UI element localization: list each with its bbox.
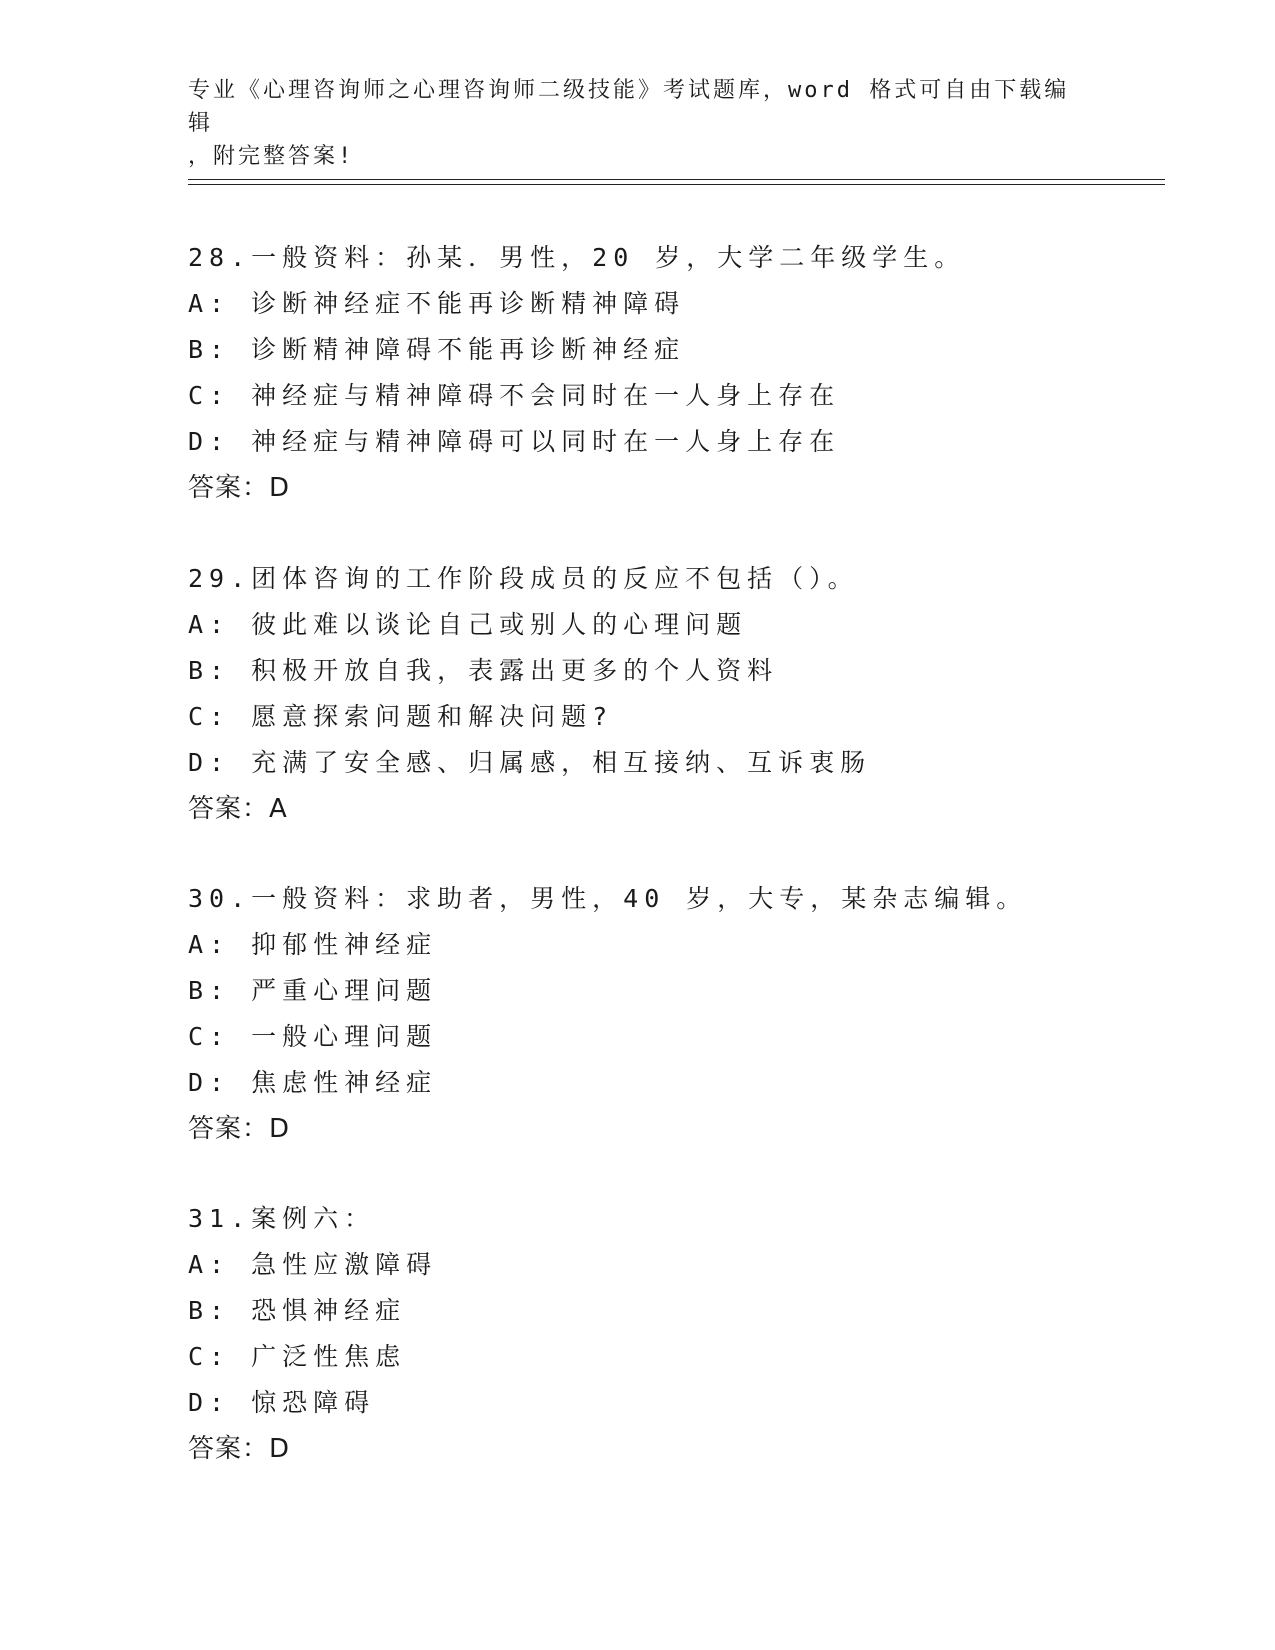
answer-line: 答案：D	[188, 473, 291, 503]
answer-line: 答案：D	[188, 1434, 291, 1464]
document-header	[188, 74, 1088, 173]
option-b: B: 恐惧神经症	[188, 1296, 407, 1325]
option-a: A: 抑郁性神经症	[188, 930, 438, 959]
option-d: D: 焦虑性神经症	[188, 1068, 438, 1097]
question-30	[188, 876, 1168, 1152]
option-b: B: 严重心理问题	[188, 976, 438, 1005]
header-line-2: ，附完整答案!	[188, 144, 355, 169]
question-29	[188, 556, 1168, 832]
option-a: A: 急性应激障碍	[188, 1250, 438, 1279]
option-a: A: 诊断神经症不能再诊断精神障碍	[188, 289, 686, 318]
header-divider-top	[188, 179, 1165, 180]
option-b: B: 诊断精神障碍不能再诊断神经症	[188, 335, 686, 364]
question-28	[188, 235, 1168, 511]
header-divider-bottom	[188, 184, 1165, 185]
question-31	[188, 1196, 1168, 1472]
option-c: C: 愿意探索问题和解决问题?	[188, 702, 614, 731]
answer-line: 答案：A	[188, 794, 288, 824]
option-c: C: 神经症与精神障碍不会同时在一人身上存在	[188, 381, 841, 410]
option-c: C: 一般心理问题	[188, 1022, 438, 1051]
option-b: B: 积极开放自我，表露出更多的个人资料	[188, 656, 779, 685]
question-stem: 29.团体咨询的工作阶段成员的反应不包括（）。	[188, 564, 859, 593]
option-a: A: 彼此难以谈论自己或别人的心理问题	[188, 610, 748, 639]
question-stem: 30.一般资料：求助者，男性，40 岁，大专，某杂志编辑。	[188, 884, 1028, 913]
option-d: D: 充满了安全感、归属感，相互接纳、互诉衷肠	[188, 748, 872, 777]
option-d: D: 惊恐障碍	[188, 1388, 376, 1417]
option-c: C: 广泛性焦虑	[188, 1342, 407, 1371]
option-d: D: 神经症与精神障碍可以同时在一人身上存在	[188, 427, 841, 456]
question-stem: 31.案例六：	[188, 1204, 376, 1233]
answer-line: 答案：D	[188, 1114, 291, 1144]
question-stem: 28.一般资料：孙某．男性，20 岁，大学二年级学生。	[188, 243, 966, 272]
header-line-1: 专业《心理咨询师之心理咨询师二级技能》考试题库，word 格式可自由下载编辑	[188, 78, 1070, 136]
